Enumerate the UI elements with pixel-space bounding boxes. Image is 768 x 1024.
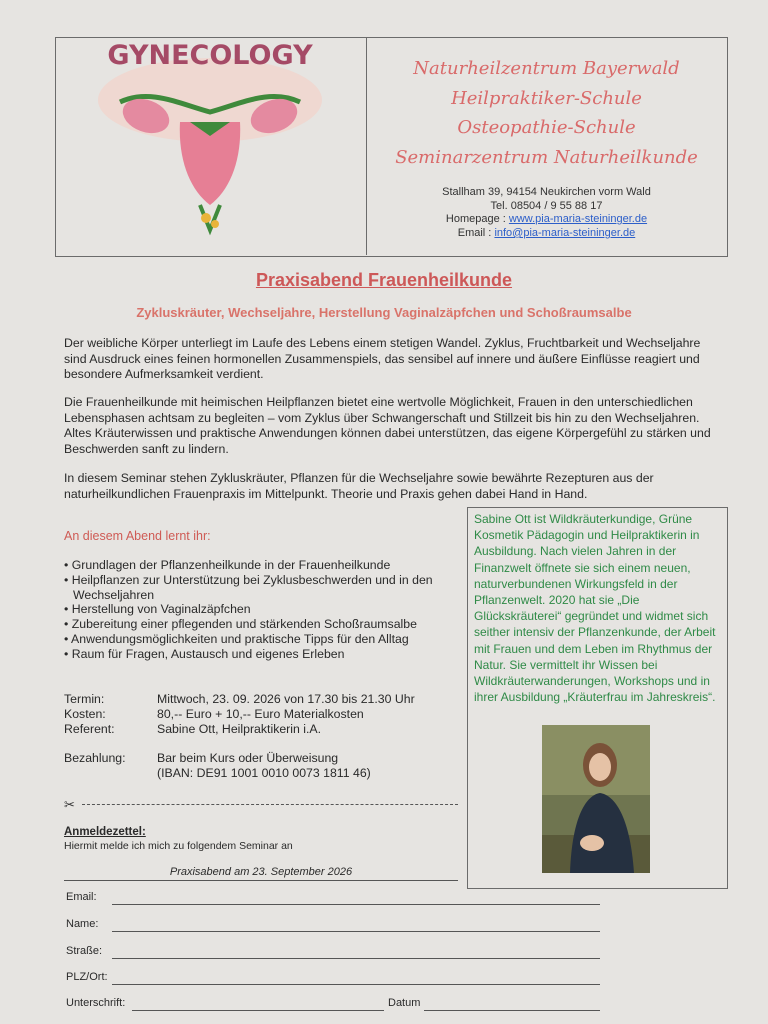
date-field[interactable] (424, 1010, 600, 1011)
plz-field-label: PLZ/Ort: (66, 971, 108, 983)
homepage-label: Homepage : (445, 213, 509, 225)
paragraph-2: Die Frauenheilkunde mit heimischen Heilpflanzen bietet eine wertvolle Möglichkeit, Frauen in den unterschiedlichen Lebensphasen achtsam zu begleiten – vom Zyklus über Schwangerschaft und Stillzeit bis hin zu den Wechseljahren. Altes Kräuterwissen und praktische Anwendungen können dabei unterstützen, das eigene Körpergefühl zu stärken und Beschwerden sanft zu lindern. (64, 395, 711, 456)
homepage-link[interactable]: www.pia-maria-steininger.de (508, 213, 648, 225)
org-line-3: Osteopathie-Schule (457, 117, 636, 138)
termin-value: Mittwoch, 23. 09. 2026 von 17.30 bis 21.30 Uhr (157, 692, 415, 706)
street-field[interactable] (112, 958, 600, 959)
email-label: Email : (457, 227, 495, 239)
list-item: • Anwendungsmöglichkeiten und praktische Tipps für den Alltag (64, 631, 409, 646)
email-field-label: Email: (66, 891, 97, 903)
email (367, 227, 726, 239)
email-link[interactable]: info@pia-maria-steininger.de (494, 227, 636, 239)
referent-label: Referent: (64, 722, 115, 736)
list-item: • Raum für Fragen, Austausch und eigenes Erleben (64, 646, 345, 661)
list-item: • Grundlagen der Pflanzenheilkunde in der Frauenheilkunde (64, 558, 391, 572)
name-field-label: Name: (66, 918, 99, 930)
page-subtitle: Zykluskräuter, Wechseljahre, Herstellung Vaginalzäpfchen und Schoßraumsalbe (136, 305, 632, 320)
registration-title: Anmeldezettel: (64, 826, 146, 838)
homepage (367, 213, 726, 225)
email-field[interactable] (112, 904, 600, 905)
signature-field[interactable] (132, 1010, 384, 1011)
portrait-photo (542, 725, 650, 873)
org-line-4: Seminarzentrum Naturheilkunde (395, 147, 698, 168)
bio-text: Sabine Ott ist Wildkräuterkundige, Grüne Kosmetik Pädagogin und Heilpraktikerin in Ausbildung. Nach vielen Jahren in der Finanzwelt öffnete sie sich einem neuen, naturverbundenen Wirkungsfeld in der Pflanzenwelt. 2020 hat sie „Die Glückskräuterei“ gegründet und widmet sich seither intensiv der Pflanzenkunde, der Arbeit mit Frauen und dem Leben im Rhythmus der Natur. Sie vermittelt ihr Wissen bei Wildkräuterwanderungen, Workshops und in ihrer Ausbildung „Kräuterfrau im Jahreskreis“. (474, 512, 716, 705)
street-field-label: Straße: (66, 945, 103, 957)
termin-label: Termin: (64, 692, 105, 706)
learn-list (64, 558, 464, 662)
bezahlung-value: Bar beim Kurs oder Überweisung (157, 751, 339, 765)
phone: Tel. 08504 / 9 55 88 17 (490, 200, 603, 212)
gynecology-logo (70, 40, 350, 252)
learn-title: An diesem Abend lernt ihr: (64, 529, 211, 543)
page-title (0, 270, 768, 291)
logo-text: GYNECOLOGY (107, 40, 313, 71)
bezahlung-label: Bezahlung: (64, 751, 126, 765)
paragraph-3: In diesem Seminar stehen Zykluskräuter, Pflanzen für die Wechseljahre sowie bewährte Rezepturen aus der naturheilkundlichen Frauenpraxis im Mittelpunkt. Theorie und Praxis gehen dabei Hand in Hand. (64, 471, 654, 501)
cut-line (82, 804, 458, 805)
registration-text: Hiermit melde ich mich zu folgendem Seminar an (64, 840, 293, 852)
paragraph-1: Der weibliche Körper unterliegt im Laufe des Lebens einem stetigen Wandel. Zyklus, Fruchtbarkeit und Wechseljahre sind Ausdruck eines feinen hormonellen Zusammenspiels, das sensibel auf innere und äußere Einflüsse reagiert und besondere Aufmerksamkeit verdient. (64, 336, 701, 381)
address: Stallham 39, 94154 Neukirchen vorm Wald (442, 186, 651, 198)
org-line-2: Heilpraktiker-Schule (451, 88, 642, 109)
signature-field-label: Unterschrift: (66, 997, 126, 1009)
page-title-text: Praxisabend Frauenheilkunde (255, 270, 513, 290)
name-field[interactable] (112, 931, 600, 932)
org-line-1: Naturheilzentrum Bayerwald (413, 58, 680, 79)
scissors-icon: ✂ (64, 797, 75, 812)
list-item: • Zubereitung einer pflegenden und stärkenden Schoßraumsalbe (64, 617, 417, 632)
kosten-label: Kosten: (64, 707, 106, 721)
list-item: • Herstellung von Vaginalzäpfchen (64, 602, 251, 617)
seminar-name: Praxisabend am 23. September 2026 (169, 866, 353, 878)
seminar-line (64, 880, 458, 881)
date-field-label: Datum (388, 997, 421, 1009)
referent-value: Sabine Ott, Heilpraktikerin i.A. (157, 722, 322, 736)
plz-field[interactable] (112, 984, 600, 985)
iban: (IBAN: DE91 1001 0010 0073 1811 46) (157, 766, 371, 780)
kosten-value: 80,-- Euro + 10,-- Euro Materialkosten (157, 707, 364, 721)
list-item: • Heilpflanzen zur Unterstützung bei Zyklusbeschwerden und in den Wechseljahren (64, 572, 433, 602)
